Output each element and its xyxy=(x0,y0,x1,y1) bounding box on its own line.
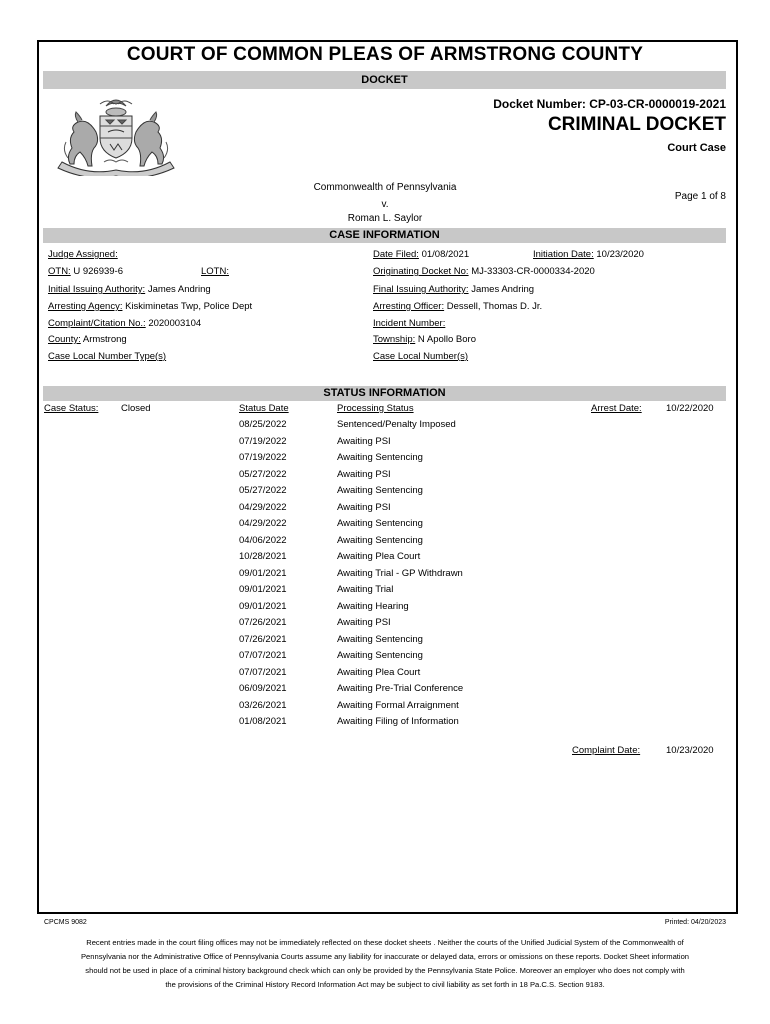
arrest-date-label: Arrest Date: xyxy=(591,403,642,414)
processing-status: Awaiting Sentencing xyxy=(337,518,423,529)
caption-plaintiff: Commonwealth of Pennsylvania xyxy=(313,182,457,193)
complaint-citation-label: Complaint/Citation No.: xyxy=(48,318,146,329)
arresting-officer-label: Arresting Officer: xyxy=(373,301,445,312)
case-local-number-type-label: Case Local Number Type(s) xyxy=(48,351,167,362)
processing-status: Awaiting Trial - GP Withdrawn xyxy=(337,567,463,579)
processing-status: Awaiting PSI xyxy=(337,435,391,447)
case-status-label: Case Status: xyxy=(44,403,99,414)
status-date: 04/06/2022 xyxy=(239,534,287,546)
caption-versus: v. xyxy=(381,199,389,210)
complaint-date-value: 10/23/2020 xyxy=(666,745,714,756)
status-date: 09/01/2021 xyxy=(239,567,287,579)
complaint-date-label: Complaint Date: xyxy=(572,745,641,756)
court-case-subtitle: Court Case xyxy=(667,142,726,154)
status-date-header: Status Date xyxy=(239,403,289,414)
docket-type-title: CRIMINAL DOCKET xyxy=(547,114,726,135)
processing-status: Awaiting Hearing xyxy=(337,600,409,612)
judge-assigned-label: Judge Assigned: xyxy=(48,249,118,260)
otn-label: OTN: xyxy=(48,266,71,277)
case-status-value: Closed xyxy=(121,403,151,414)
township-field xyxy=(373,334,476,345)
incident-number-field xyxy=(373,318,445,329)
initiation-date-value: 10/23/2020 xyxy=(596,249,644,260)
complaint-citation-field xyxy=(48,318,201,329)
status-date: 03/26/2021 xyxy=(239,699,287,711)
form-id: CPCMS 9082 xyxy=(44,919,87,926)
caption-defendant: Roman L. Saylor xyxy=(347,213,423,224)
page-indicator: Page 1 of 8 xyxy=(674,191,726,202)
processing-status: Awaiting Sentencing xyxy=(337,452,423,463)
processing-status: Awaiting Sentencing xyxy=(337,534,423,546)
case-information-heading: CASE INFORMATION xyxy=(43,228,726,243)
processing-status: Awaiting Plea Court xyxy=(337,551,421,562)
initial-issuing-authority-value: James Andring xyxy=(147,284,211,295)
status-date: 07/26/2021 xyxy=(239,617,287,628)
docket-number: Docket Number: CP-03-CR-0000019-2021 xyxy=(493,97,726,111)
status-date: 01/08/2021 xyxy=(239,716,287,727)
otn-field xyxy=(48,266,123,277)
arresting-agency-value: Kiskiminetas Twp, Police Dept xyxy=(125,301,253,312)
status-date: 09/01/2021 xyxy=(239,600,287,612)
case-local-number-type-field xyxy=(48,351,166,362)
incident-number-label: Incident Number: xyxy=(373,318,446,329)
lotn-field xyxy=(201,266,229,277)
processing-status: Awaiting PSI xyxy=(337,501,391,513)
initiation-date-label: Initiation Date: xyxy=(533,249,594,260)
arresting-agency-field xyxy=(48,301,252,312)
initial-issuing-authority-field xyxy=(48,284,211,295)
status-date: 07/19/2022 xyxy=(239,435,287,447)
court-title: COURT OF COMMON PLEAS OF ARMSTRONG COUNTY xyxy=(126,44,644,65)
arrest-date-value: 10/22/2020 xyxy=(666,403,714,414)
status-information-heading: STATUS INFORMATION xyxy=(43,386,726,401)
status-date: 07/26/2021 xyxy=(239,633,287,645)
arresting-officer-field xyxy=(373,301,542,312)
disclaimer-text: Recent entries made in the court filing offices may not be immediately reflected on these docket sheets . Neither the courts of the Unified Judicial System of the Commonwealth of Pennsylvania nor the Administrative Office of Pennsylvania Courts assume any liability for inaccurate or delayed data, errors or omissions on these reports. Docket Sheet information should not be used in place of a criminal history background check which can only be provided by the Pennsylvania State Police. Moreover an employer who does not comply with the provisions of the Criminal History Record Information Act may be subject to civil liability as set forth in 18 Pa.C.S. Section 9183. xyxy=(80,938,690,989)
county-value: Armstrong xyxy=(82,334,127,345)
arresting-agency-label: Arresting Agency: xyxy=(48,301,123,312)
processing-status: Awaiting PSI xyxy=(337,617,391,628)
arresting-officer-value: Dessell, Thomas D. Jr. xyxy=(446,301,543,312)
county-label: County: xyxy=(48,334,81,345)
lotn-label: LOTN: xyxy=(201,266,229,277)
date-filed-value: 01/08/2021 xyxy=(421,249,470,260)
status-date: 07/19/2022 xyxy=(239,452,287,463)
status-date: 07/07/2021 xyxy=(239,666,287,678)
docket-heading-bar: DOCKET xyxy=(43,71,726,89)
originating-docket-value: MJ-33303-CR-0000334-2020 xyxy=(471,266,595,277)
processing-status: Awaiting Filing of Information xyxy=(337,716,459,727)
processing-status: Awaiting Sentencing xyxy=(337,485,423,496)
status-date: 04/29/2022 xyxy=(239,501,287,513)
processing-status: Awaiting Sentencing xyxy=(337,650,423,661)
originating-docket-label: Originating Docket No: xyxy=(373,266,469,277)
date-filed-label: Date Filed: xyxy=(373,249,419,260)
processing-status: Awaiting Pre-Trial Conference xyxy=(337,683,464,694)
final-issuing-authority-value: James Andring xyxy=(471,284,535,295)
complaint-citation-value: 2020003104 xyxy=(148,318,202,329)
date-filed-field xyxy=(373,249,469,260)
status-date: 07/07/2021 xyxy=(239,650,287,661)
status-date: 06/09/2021 xyxy=(239,683,287,694)
initiation-date-field xyxy=(533,249,644,260)
case-local-numbers-field xyxy=(373,351,468,362)
judge-assigned-field xyxy=(48,249,118,260)
status-date: 08/25/2022 xyxy=(239,419,287,430)
status-date: 05/27/2022 xyxy=(239,485,287,496)
processing-status: Awaiting Formal Arraignment xyxy=(337,699,459,711)
processing-status: Awaiting Trial xyxy=(337,584,394,595)
processing-status-header: Processing Status xyxy=(337,403,414,414)
processing-status: Sentenced/Penalty Imposed xyxy=(337,419,456,430)
final-issuing-authority-field xyxy=(373,284,534,295)
processing-status: Awaiting Sentencing xyxy=(337,633,423,645)
originating-docket-field xyxy=(373,266,595,277)
printed-date: Printed: 04/20/2023 xyxy=(664,919,726,926)
final-issuing-authority-label: Final Issuing Authority: xyxy=(373,284,469,295)
case-local-numbers-label: Case Local Number(s) xyxy=(373,351,469,362)
initial-issuing-authority-label: Initial Issuing Authority: xyxy=(48,284,146,295)
status-date: 05/27/2022 xyxy=(239,468,287,480)
status-date: 10/28/2021 xyxy=(239,551,287,562)
pennsylvania-seal-icon xyxy=(48,92,184,176)
otn-value: U 926939-6 xyxy=(73,266,123,277)
processing-status: Awaiting PSI xyxy=(337,468,391,480)
county-field xyxy=(48,334,127,345)
processing-status: Awaiting Plea Court xyxy=(337,666,421,678)
township-value: N Apollo Boro xyxy=(417,334,476,345)
status-date: 04/29/2022 xyxy=(239,518,287,529)
status-date: 09/01/2021 xyxy=(239,584,287,595)
township-label: Township: xyxy=(373,334,416,345)
